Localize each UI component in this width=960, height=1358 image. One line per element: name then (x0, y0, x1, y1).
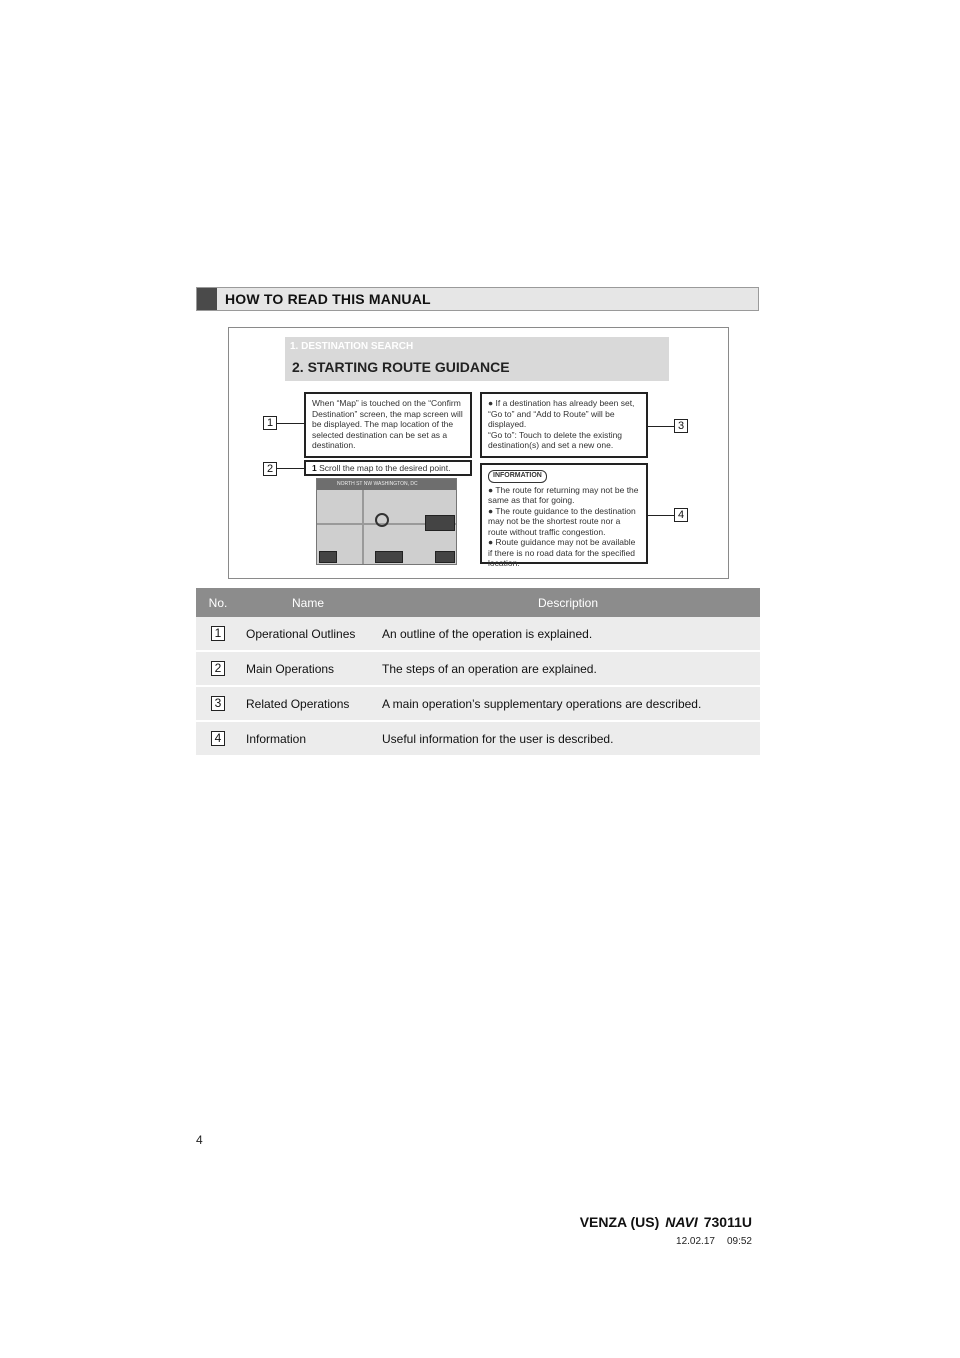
map-button (425, 515, 455, 531)
row-number: 2 (211, 661, 225, 676)
footer-code: 73011U (703, 1214, 752, 1230)
row-number-cell (196, 617, 240, 651)
row-description: The steps of an operation are explained. (376, 651, 760, 686)
footer-model-line (580, 1214, 752, 1230)
column-header-description: Description (376, 588, 760, 617)
figure-section-title: 2. STARTING ROUTE GUIDANCE (292, 359, 510, 375)
row-description: A main operation’s supplementary operations are described. (376, 686, 760, 721)
map-button (375, 551, 403, 563)
figure-step-number: 1 (312, 463, 317, 473)
footer-timestamp (676, 1236, 752, 1247)
figure-info-item-1: ● The route for returning may not be the same as that for going. (488, 484, 639, 505)
figure-info-item-3: ● Route guidance may not be available if there is no road data for the specified location. (488, 537, 636, 568)
footer-time: 09:52 (726, 1236, 752, 1247)
section-header (196, 287, 759, 311)
page-number: 4 (196, 1133, 203, 1147)
callout-4: 4 (674, 508, 688, 522)
callout-3: 3 (674, 419, 688, 433)
row-number: 1 (211, 626, 225, 641)
map-top-text: NORTH ST NW WASHINGTON, DC (337, 481, 418, 487)
row-name: Main Operations (240, 651, 376, 686)
figure-section-small: 1. DESTINATION SEARCH (290, 341, 414, 352)
callout-1: 1 (263, 416, 277, 430)
table-row (196, 617, 760, 651)
map-button (435, 551, 455, 563)
figure-step-box (304, 460, 472, 476)
row-number: 4 (211, 731, 225, 746)
header-title: HOW TO READ THIS MANUAL (225, 291, 431, 307)
map-button (319, 551, 337, 563)
callout-3-leader (648, 426, 674, 427)
figure-step-text: Scroll the map to the desired point. (319, 463, 451, 473)
row-number-cell (196, 686, 240, 721)
footer-model: VENZA (US) (579, 1214, 660, 1230)
callout-1-leader (277, 423, 304, 424)
row-name: Related Operations (240, 686, 376, 721)
row-description: Useful information for the user is described. (376, 721, 760, 756)
map-road (362, 490, 364, 565)
figure-info-label: INFORMATION (488, 470, 547, 483)
figure-outline-text: When “Map” is touched on the “Confirm Destination” screen, the map screen will be displayed. The map location of the selected destination can be set as a destination. (312, 398, 463, 450)
column-header-name: Name (240, 588, 376, 617)
figure-outline-box (304, 392, 472, 458)
row-number: 3 (211, 696, 225, 711)
figure-info-item-2: ● The route guidance to the destination may not be the shortest route nor a route without traffic congestion. (488, 505, 636, 537)
figure-related-box (480, 392, 648, 458)
row-name: Information (240, 721, 376, 756)
callout-4-leader (648, 515, 674, 516)
row-number-cell (196, 721, 240, 756)
table-header-row (196, 588, 760, 617)
callout-2: 2 (263, 462, 277, 476)
column-header-no: No. (196, 588, 240, 617)
header-tab-marker (197, 288, 217, 310)
footer-date: 12.02.17 (676, 1236, 715, 1247)
row-name: Operational Outlines (240, 617, 376, 651)
figure-related-line1: ● If a destination has already been set, “Go to” and “Add to Route” will be displayed. (488, 398, 635, 429)
figure-info-box (480, 463, 648, 568)
table-row (196, 721, 760, 756)
table-row (196, 651, 760, 686)
table-row (196, 686, 760, 721)
row-number-cell (196, 651, 240, 686)
figure-related-line2: “Go to”: Touch to delete the existing destination(s) and set a new one. (488, 429, 623, 450)
legend-table (196, 588, 760, 757)
map-cursor-icon (375, 513, 389, 527)
row-description: An outline of the operation is explained. (376, 617, 760, 651)
footer-navi: NAVI (665, 1214, 698, 1230)
callout-2-leader (277, 468, 304, 469)
figure-map-screenshot (316, 478, 457, 565)
